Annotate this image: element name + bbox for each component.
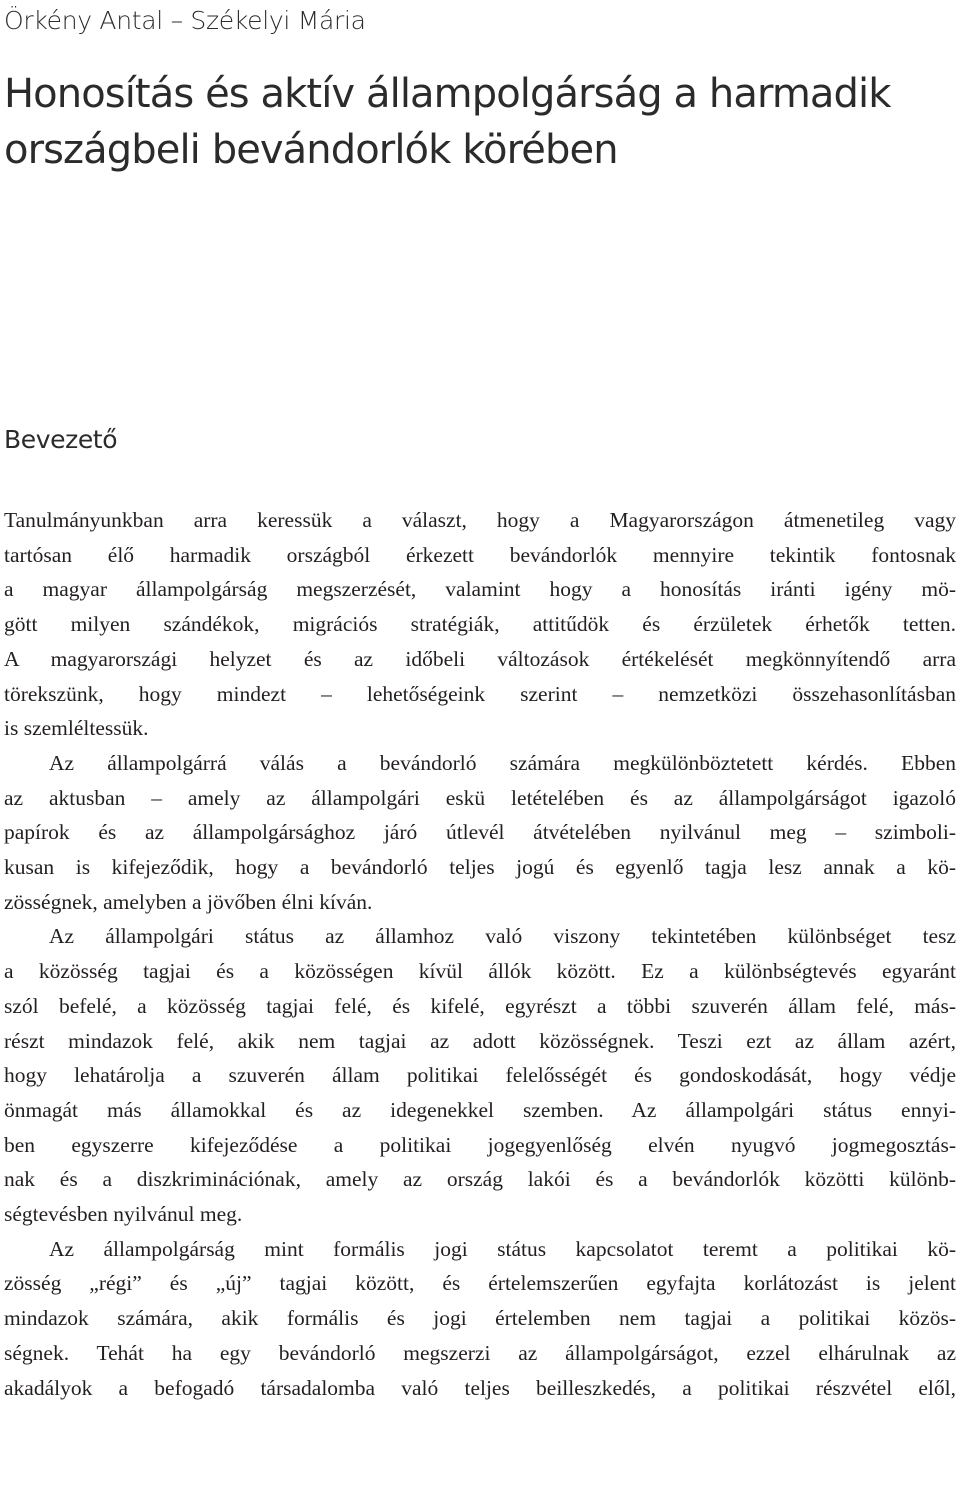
text-line: az aktusban – amely az állampolgári eskü letételében és az állampolgárságot igazoló — [4, 785, 956, 810]
text-line: önmagát más államokkal és az idegenekkel szemben. Az állampolgári státus ennyi- — [4, 1097, 956, 1122]
text-line: Az állampolgárrá válás a bevándorló számára megkülönböztetett kérdés. Ebben — [49, 750, 956, 775]
text-line: törekszünk, hogy mindezt – lehetőségeink szerint – nemzetközi összehasonlításban — [4, 681, 956, 706]
body-paragraph — [4, 746, 956, 920]
body-paragraph — [4, 1232, 956, 1406]
text-line: zösségnek, amelyben a jövőben élni kíván. — [4, 889, 373, 914]
text-line: A magyarországi helyzet és az időbeli változások értékelését megkönnyítendő arra — [4, 646, 956, 671]
text-line: nak és a diszkriminációnak, amely az ország lakói és a bevándorlók közötti különb- — [4, 1167, 956, 1192]
text-line: ségtevésben nyilvánul meg. — [4, 1202, 243, 1227]
text-line: szól befelé, a közösség tagjai felé, és kifelé, egyrészt a többi szuverén állam felé, más- — [4, 993, 956, 1018]
text-line: hogy lehatárolja a szuverén állam politikai felelősségét és gondoskodását, hogy védje — [4, 1063, 956, 1088]
text-line: a közösség tagjai és a közösségen kívül állók között. Ez a különbségtevés egyaránt — [4, 959, 956, 984]
article-body — [4, 503, 956, 1405]
text-line: Az állampolgárság mint formális jogi státus kapcsolatot teremt a politikai kö- — [49, 1236, 956, 1261]
text-line: Az állampolgári státus az államhoz való viszony tekintetében különbséget tesz — [49, 924, 956, 949]
text-line: akadályok a befogadó társadalomba való teljes beilleszkedés, a politikai részvétel elől, — [4, 1375, 956, 1400]
text-line: Tanulmányunkban arra keressük a választ, hogy a Magyarországon átmenetileg vagy — [4, 508, 956, 532]
authors: Örkény Antal – Székelyi Mária — [4, 6, 366, 35]
text-line: gött milyen szándékok, migrációs stratégiák, attitűdök és érzületek érhetők tetten. — [4, 612, 956, 637]
article-title: Honosítás és aktív állampolgárság a harmadik országbeli bevándorlók körében — [4, 71, 891, 173]
text-line: zösség „régi” és „új” tagjai között, és értelemszerűen egyfajta korlátozást is jelent — [4, 1271, 956, 1296]
text-line: mindazok számára, akik formális és jogi értelemben nem tagjai a politikai közös- — [4, 1306, 956, 1331]
text-line: ségnek. Tehát ha egy bevándorló megszerzi az állampolgárságot, ezzel elhárulnak az — [4, 1340, 956, 1365]
text-line: részt mindazok felé, akik nem tagjai az adott közösségnek. Teszi ezt az állam azért, — [4, 1028, 956, 1053]
text-line: ben egyszerre kifejeződése a politikai jogegyenlőség elvén nyugvó jogmegosztás- — [4, 1132, 956, 1157]
text-line: tartósan élő harmadik országból érkezett bevándorlók mennyire tekintik fontosnak — [4, 542, 956, 567]
body-paragraph — [4, 919, 956, 1231]
text-line: kusan is kifejeződik, hogy a bevándorló teljes jogú és egyenlő tagja lesz annak a kö- — [4, 855, 956, 880]
section-heading: Bevezető — [4, 425, 118, 454]
text-line: papírok és az állampolgársághoz járó útlevél átvételében nyilvánul meg – szimboli- — [4, 820, 956, 845]
text-line: a magyar állampolgárság megszerzését, valamint hogy a honosítás iránti igény mö- — [4, 577, 956, 602]
text-line: is szemléltessük. — [4, 716, 149, 741]
body-paragraph — [4, 503, 956, 746]
